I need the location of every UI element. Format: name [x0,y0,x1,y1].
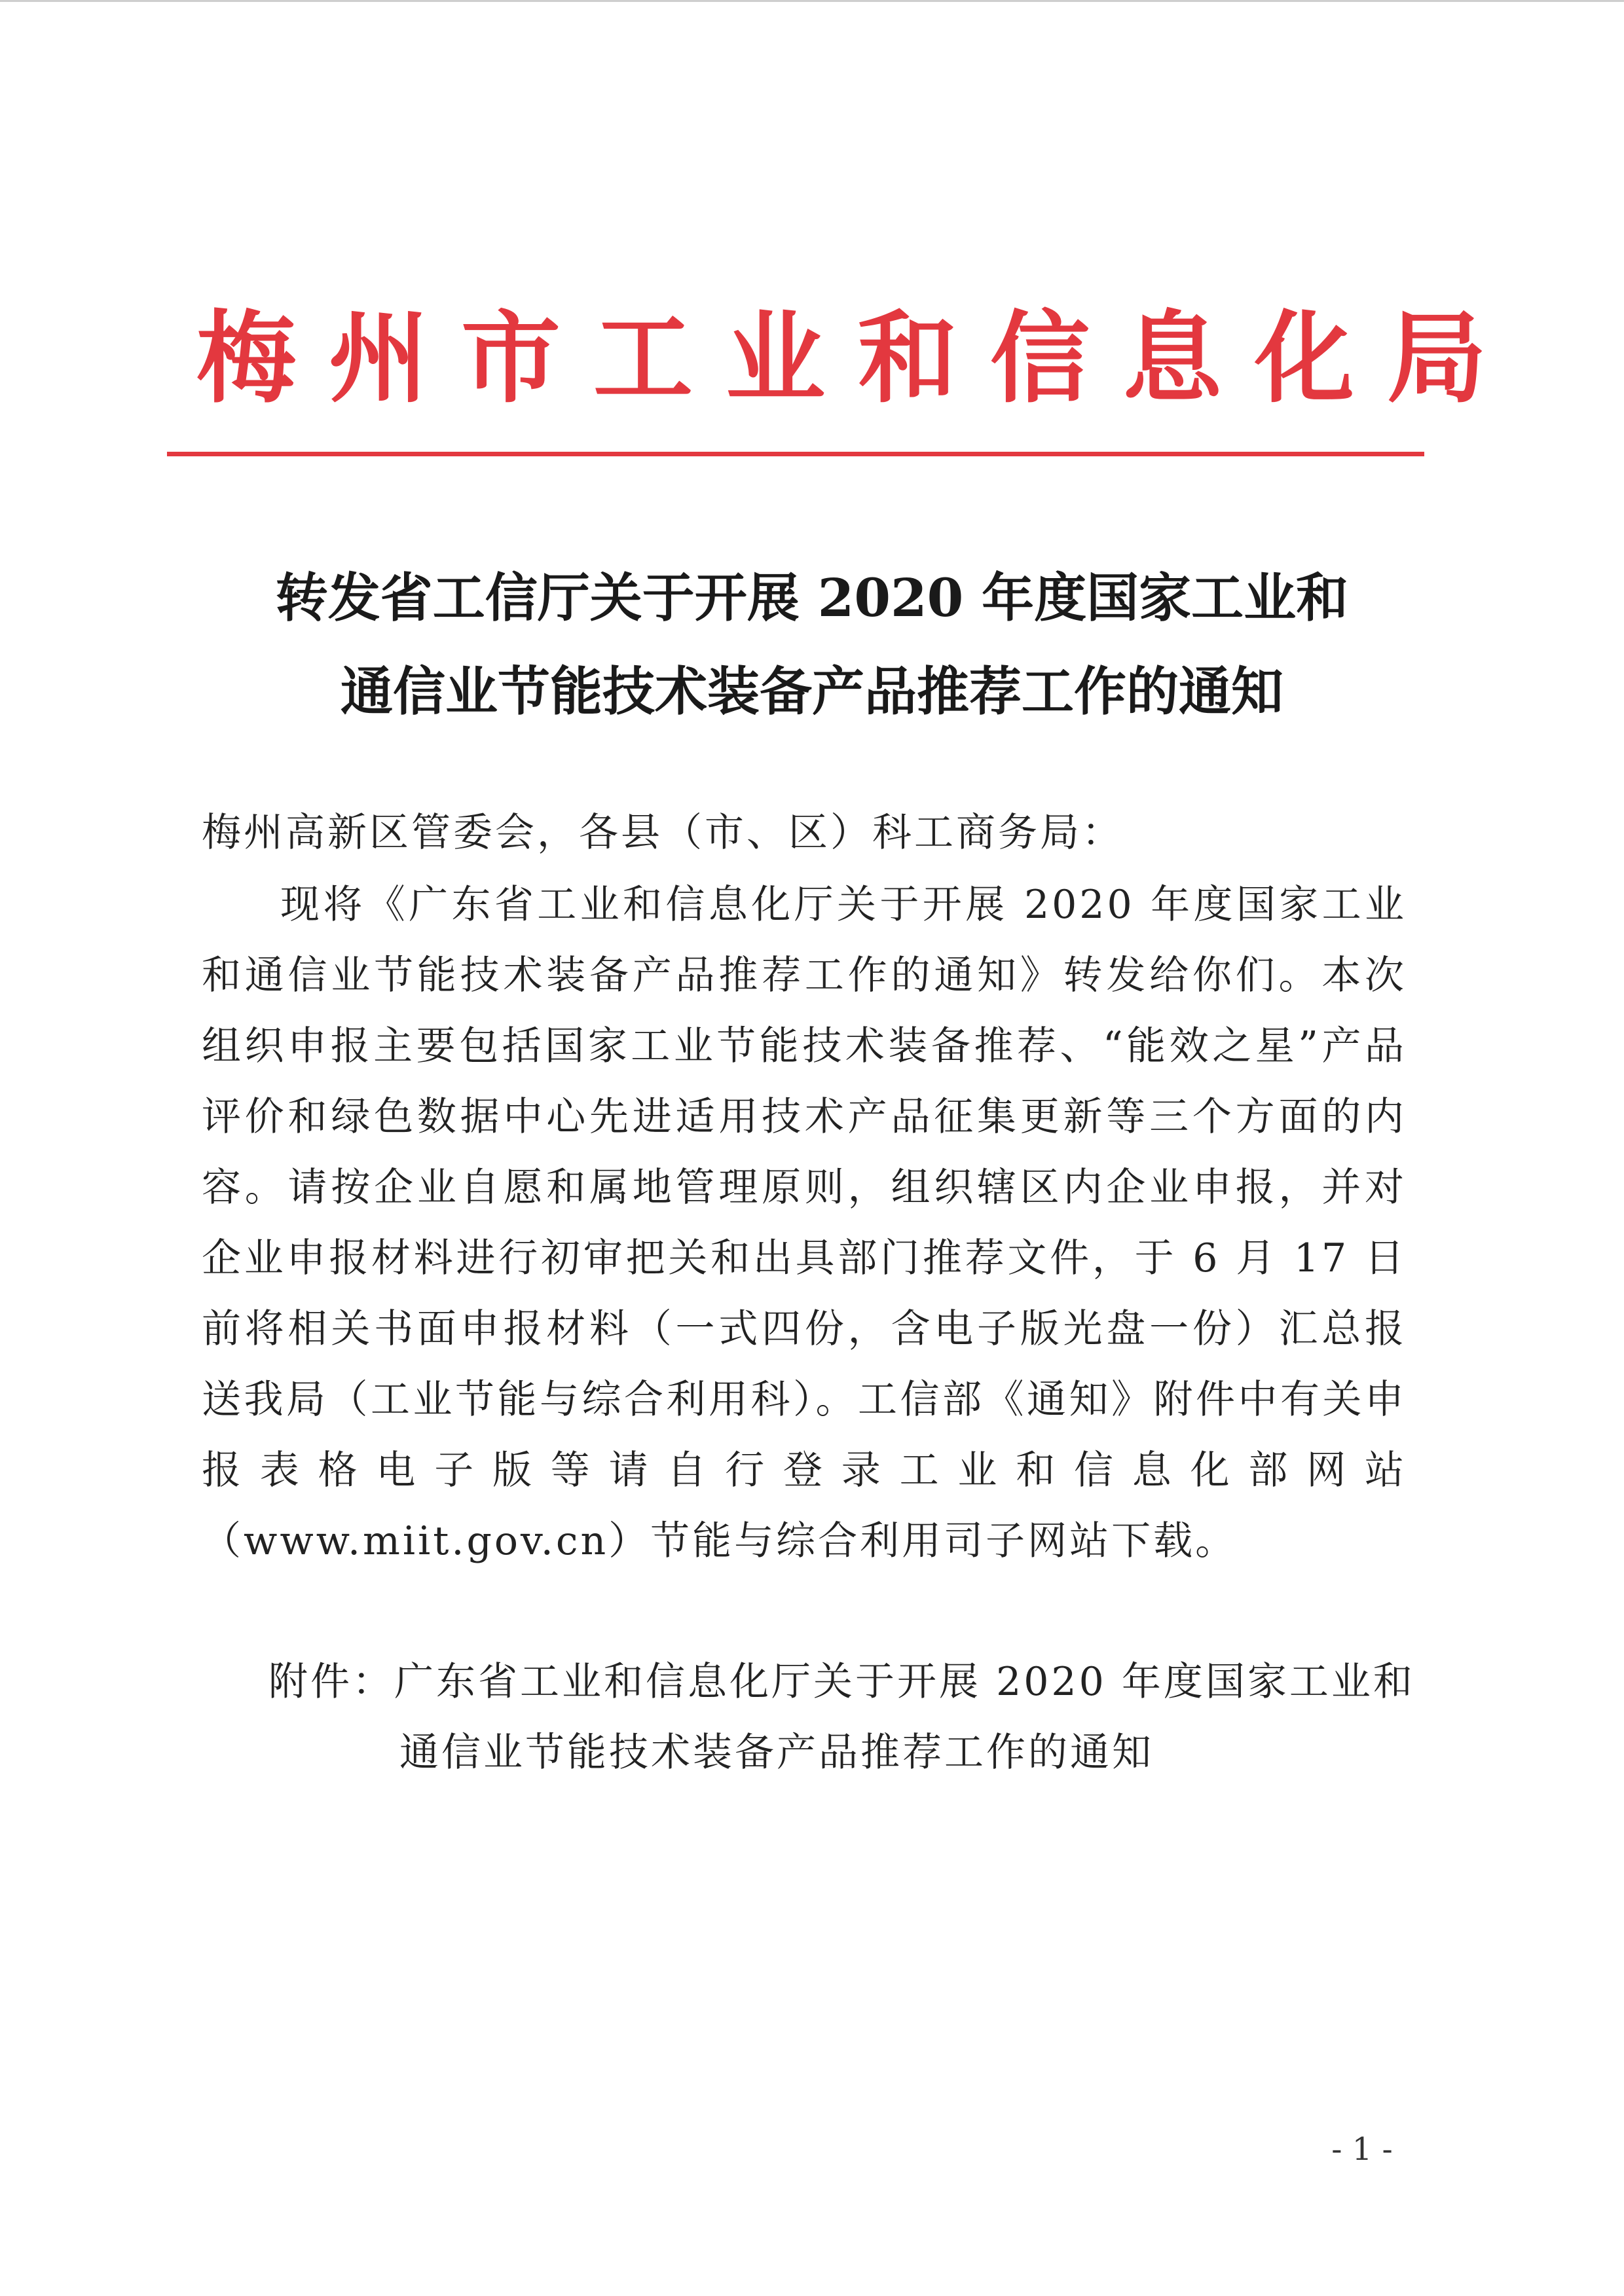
salutation: 梅州高新区管委会，各县（市、区）科工商务局： [202,810,1124,856]
document-title [164,551,1460,738]
attachment-line-1: 附件：广东省工业和信息化厅关于开展 2020 年度国家工业和 [268,1659,1415,1705]
page-number: - 1 - [1331,2131,1393,2168]
body-paragraph: 现将《广东省工业和信息化厅关于开展 2020 年度国家工业和通信业节能技术装备产品推荐工作的通知》转发给你们。本次组织申报主要包括国家工业节能技术装备推荐、“能效之星”产品评价和绿色数据中心先进适用技术产品征集更新等三个方面的内容。请按企业自愿和属地管理原则，组织辖区内企业申报，并对企业申报材料进行初审把关和出具部门推荐文件，于 6 月 17 日前将相关书面申报材料（一式四份，含电子版光盘一份）汇总报送我局（工业节能与综合利用科）。工信部《通知》附件中有关申报表格电子版等请自行登录工业和信息化部网站（www.miit.gov.cn）节能与综合利用司子网站下载。 [202,882,1407,1564]
letterhead-red-rule [167,452,1424,456]
attachment-line-2: 通信业节能技术装备产品推荐工作的通知 [399,1730,1154,1776]
letterhead-title: 梅州市工业和信息化局 [196,301,1519,416]
document-title-line-2: 通信业节能技术装备产品推荐工作的通知 [341,661,1283,722]
document-title-line-1: 转发省工信厅关于开展 2020 年度国家工业和 [275,567,1349,629]
scan-top-edge [0,0,1624,2]
attachment-note [268,1647,1415,1788]
